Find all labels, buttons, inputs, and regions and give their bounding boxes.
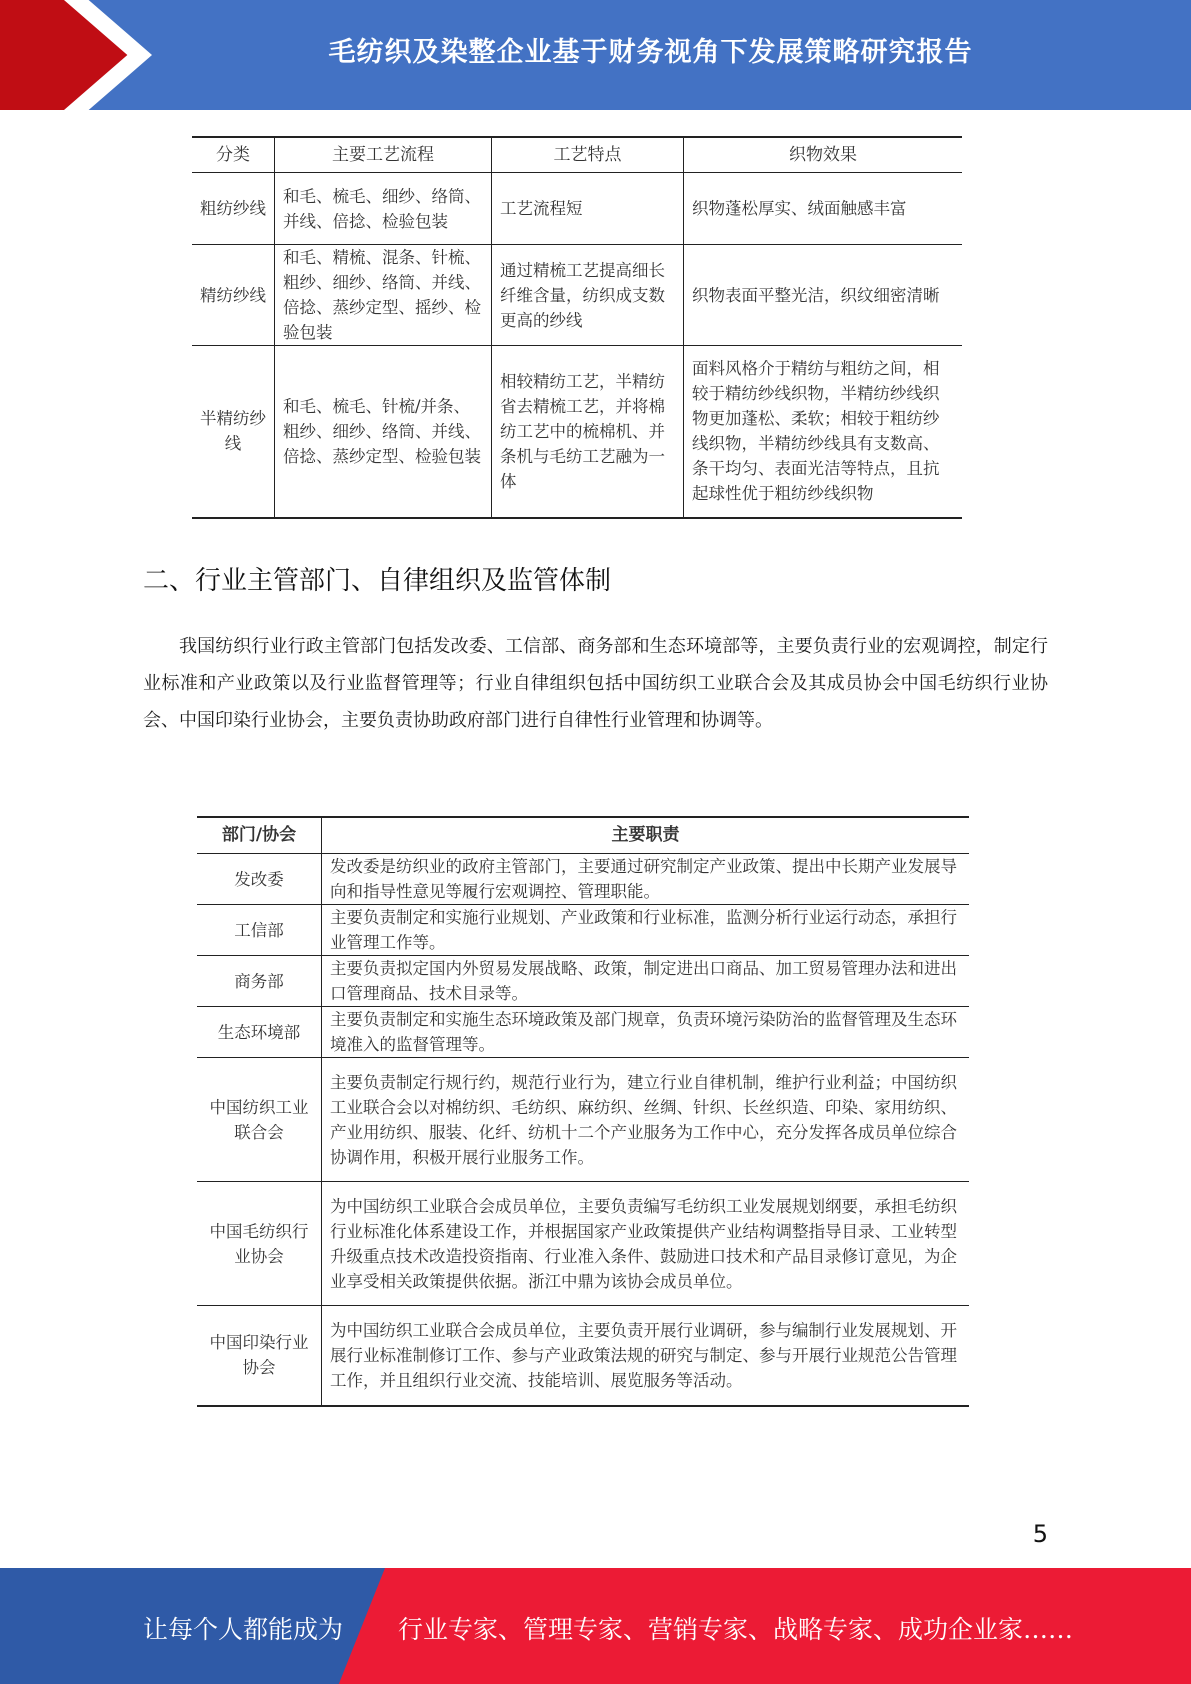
table-cell: 主要负责制定行规行约，规范行业行为，建立行业自律机制，维护行业利益；中国纺织工业联合会以对棉纺织、毛纺织、麻纺织、丝绸、针织、长丝织造、印染、家用纺织、产业用纺织、服装、化纤、纺机十二个产业服务为工作中心，充分发挥各成员单位综合协调作用，积极开展行业服务工作。: [322, 1058, 970, 1182]
table-header-cell: 织物效果: [684, 137, 963, 173]
table-cell: 主要负责制定和实施行业规划、产业政策和行业标准，监测分析行业运行动态，承担行业管理工作等。: [322, 905, 970, 956]
table-row: [197, 1306, 969, 1406]
table-cell: 相较精纺工艺，半精纺省去精梳工艺，并将棉纺工艺中的梳棉机、并条机与毛纺工艺融为一体: [492, 346, 684, 518]
table-cell: 和毛、精梳、混条、针梳、粗纱、细纱、络筒、并线、倍捻、蒸纱定型、摇纱、检验包装: [275, 245, 492, 346]
table-cell: 和毛、梳毛、针梳/并条、粗纱、细纱、络筒、并线、倍捻、蒸纱定型、检验包装: [275, 346, 492, 518]
body-paragraph: 我国纺织行业行政主管部门包括发改委、工信部、商务部和生态环境部等，主要负责行业的宏观调控，制定行业标准和产业政策以及行业监督管理等；行业自律组织包括中国纺织工业联合会及其成员协会中国毛纺织行业协会、中国印染行业协会，主要负责协助政府部门进行自律性行业管理和协调等。: [143, 636, 1048, 731]
table-cell-department: 发改委: [197, 854, 322, 905]
table-header-row: [197, 817, 969, 854]
report-title: 毛纺织及染整企业基于财务视角下发展策略研究报告: [328, 37, 973, 68]
section-heading: 二、行业主管部门、自律组织及监管体制: [143, 566, 612, 596]
table-cell: 主要负责拟定国内外贸易发展战略、政策，制定进出口商品、加工贸易管理办法和进出口管理商品、技术目录等。: [322, 956, 970, 1007]
table-cell-category: 粗纺纱线: [192, 173, 275, 245]
table-cell-department: 工信部: [197, 905, 322, 956]
table-row: [197, 1182, 969, 1306]
table-header-cell: 主要工艺流程: [275, 137, 492, 173]
table-cell: 织物蓬松厚实、绒面触感丰富: [684, 173, 963, 245]
table-cell: 面料风格介于精纺与粗纺之间，相较于精纺纱线织物，半精纺纱线织物更加蓬松、柔软；相较于粗纺纱线织物，半精纺纱线具有支数高、条干均匀、表面光洁等特点，且抗起球性优于粗纺纱线织物: [684, 346, 963, 518]
table-cell-category: 精纺纱线: [192, 245, 275, 346]
table-cell: 主要负责制定和实施生态环境政策及部门规章，负责环境污染防治的监督管理及生态环境准入的监督管理等。: [322, 1007, 970, 1058]
table-row: [192, 173, 962, 245]
table-cell-department: 商务部: [197, 956, 322, 1007]
table-cell: 发改委是纺织业的政府主管部门，主要通过研究制定产业政策、提出中长期产业发展导向和指导性意见等履行宏观调控、管理职能。: [322, 854, 970, 905]
table-cell: 为中国纺织工业联合会成员单位，主要负责编写毛纺织工业发展规划纲要，承担毛纺织行业标准化体系建设工作，并根据国家产业政策提供产业结构调整指导目录、工业转型升级重点技术改造投资指南、行业准入条件、鼓励进口技术和产品目录修订意见，为企业享受相关政策提供依据。浙江中鼎为该协会成员单位。: [322, 1182, 970, 1306]
footer-slogan-left: 让每个人都能成为: [143, 1615, 344, 1644]
table-cell-category: 半精纺纱线: [192, 346, 275, 518]
table-row: [197, 956, 969, 1007]
table-header-row: [192, 137, 962, 173]
header-bar: [0, 0, 1191, 110]
table-row: [197, 1007, 969, 1058]
table-row: [197, 905, 969, 956]
table-cell-department: 中国纺织工业联合会: [197, 1058, 322, 1182]
table-header-cell: 主要职责: [322, 817, 970, 854]
page-number: 5: [1032, 1520, 1048, 1548]
table-row: [197, 1058, 969, 1182]
table-cell: 为中国纺织工业联合会成员单位，主要负责开展行业调研，参与编制行业发展规划、开展行业标准制修订工作、参与产业政策法规的研究与制定、参与开展行业规范公告管理工作，并且组织行业交流、技能培训、展览服务等活动。: [322, 1306, 970, 1406]
table-cell-department: 中国印染行业协会: [197, 1306, 322, 1406]
table-cell-department: 中国毛纺织行业协会: [197, 1182, 322, 1306]
table-row: [192, 245, 962, 346]
table-cell: 织物表面平整光洁，织纹细密清晰: [684, 245, 963, 346]
table-header-cell: 部门/协会: [197, 817, 322, 854]
footer-slogan-right: 行业专家、管理专家、营销专家、战略专家、成功企业家……: [398, 1615, 1074, 1644]
table-cell: 工艺流程短: [492, 173, 684, 245]
table-row: [192, 346, 962, 518]
footer-bar: [0, 1568, 1191, 1684]
table-row: [197, 854, 969, 905]
header-red-arrow: [0, 0, 140, 110]
table-header-cell: 工艺特点: [492, 137, 684, 173]
regulatory-bodies-table: [197, 816, 969, 1407]
table-cell: 和毛、梳毛、细纱、络筒、并线、倍捻、检验包装: [275, 173, 492, 245]
yarn-process-table: [192, 136, 962, 519]
table-cell-department: 生态环境部: [197, 1007, 322, 1058]
table-header-cell: 分类: [192, 137, 275, 173]
table-cell: 通过精梳工艺提高细长纤维含量，纺织成支数更高的纱线: [492, 245, 684, 346]
